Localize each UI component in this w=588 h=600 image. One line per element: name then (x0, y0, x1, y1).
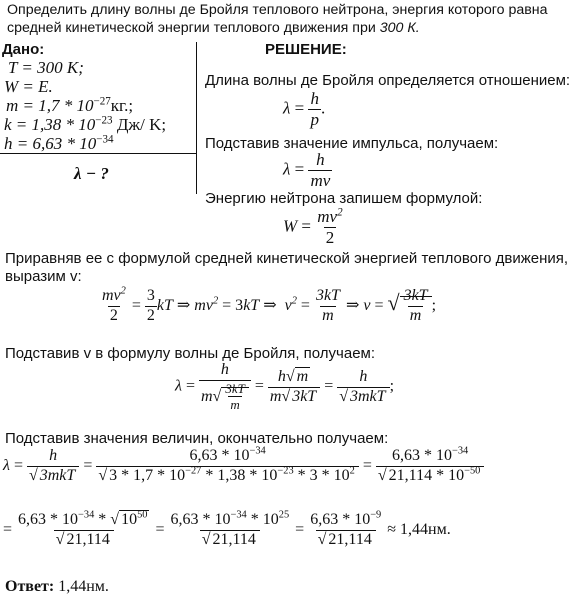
answer-value: 1,44нм. (54, 578, 109, 595)
formula-numeric-2: = $\frac{6,63 * 10^{-34} * √ 10^{50}}{√ 21,114}$ = $\frac{6,63 * 10^{-34} * 10^{25}}{√ 21,114}$ = $\frac{6,63 * 10^{-9}}{√ 21,114}$ ≈ 1,44нм. (3, 509, 451, 548)
step-5-text: выразим v: (5, 268, 82, 285)
formula-lambda-h-mv: λ = $\frac{h}{mv}$ (283, 150, 331, 190)
given-header: Дано: (2, 41, 45, 58)
given-item-k: $k = 1,38 * 10^{-23}$ Дж/ K; (4, 114, 167, 134)
given-item-w: W = E. (4, 77, 53, 96)
answer-label: Ответ: (5, 578, 55, 595)
problem-line-1: Определить длину волны де Бройля теплового нейтрона, энергия которого равна (7, 2, 548, 18)
given-find: λ − ? (74, 164, 109, 183)
formula-lambda-substituted: λ = h m√ $\frac{3kT}{m}$ = $\frac{h√ m}{m√ 3kT}$ = $\frac{h}{\text{√ 3mkT}}$ ; (175, 361, 395, 413)
problem-line-2 (7, 20, 420, 37)
problem-temperature: 300 К. (379, 20, 420, 36)
problem-line-2-text: средней кинетической энергии теплового движения при (7, 20, 380, 36)
formula-lambda-h-p: λ = $\frac{h}{p}$ . (283, 89, 326, 129)
step-2-text: Подставив значение импульса, получаем: (205, 135, 499, 152)
given-item-h: $h = 6,63 * 10^{-34}$ (4, 133, 114, 153)
given-item-m: $m = 1,7 * 10^{-27}кг$.; (6, 95, 134, 115)
formula-velocity-derivation: $\frac{mv^2}{2}$ = $\frac{3}{2}$ kT ⇒ $mv^2 = 3kT$ ⇒ $v^2$ = $\frac{3kT}{m}$ ⇒ v = √ $\frac{3kT}{m}$ ; (102, 285, 437, 324)
step-1-text: Длина волны де Бройля определяется отношением: (205, 72, 571, 89)
step-4-text: Приравняв ее с формулой средней кинетической энергией теплового движения, (5, 250, 569, 267)
step-7-text: Подставив значения величин, окончательно получаем: (5, 430, 389, 447)
given-vertical-divider (196, 42, 197, 194)
step-3-text: Энергию нейтрона запишем формулой: (205, 190, 483, 207)
given-item-t: T = 300 K; (8, 58, 84, 77)
formula-energy: W = $\frac{mv^2}{2}$ (283, 206, 343, 247)
step-6-text: Подставив v в формулу волны де Бройля, получаем: (5, 345, 376, 362)
formula-numeric-1: λ = $\frac{h}{\text{√ 3mkT}}$ = $\frac{6,63 * 10^{-34}}{√ 3 * 1,7 * 10^{-27} * 1,38 * 10^{-23} * 3 * 10^2}$ = $\frac{6,63 * 10^{-34}}{√ 21,114 * 10^{-50}}$ (3, 448, 484, 485)
answer-line (5, 578, 109, 596)
solution-header: РЕШЕНИЕ: (265, 41, 347, 58)
